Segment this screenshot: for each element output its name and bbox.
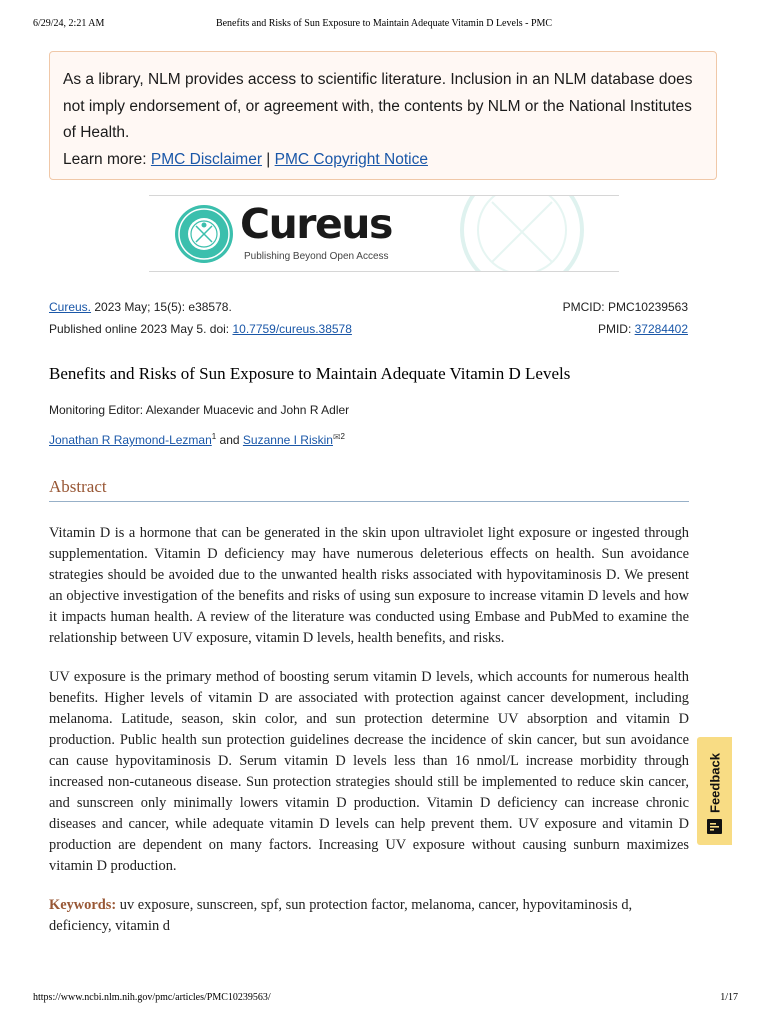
- page-number: 1/17: [720, 992, 738, 1003]
- journal-banner[interactable]: [149, 195, 619, 272]
- nlm-notice-box: [49, 51, 717, 180]
- pmid-label: PMID:: [597, 322, 635, 336]
- pmid-link[interactable]: 37284402: [634, 322, 688, 336]
- keywords-label: Keywords:: [49, 897, 117, 913]
- affiliation-ref[interactable]: 2: [340, 432, 345, 441]
- author-list: [49, 432, 345, 447]
- keywords-list: uv exposure, sunscreen, spf, sun protection factor, melanoma, cancer, hypovitaminosis d, deficiency, vitamin d: [49, 897, 633, 934]
- pmc-disclaimer-link[interactable]: PMC Disclaimer: [150, 150, 262, 168]
- abstract-paragraph: UV exposure is the primary method of boosting serum vitamin D levels, which accounts for numerous health benefits. Higher levels of vitamin D are associated with protection against cancer development, including melanoma. Latitude, season, skin color, and sun protection determine UV absorption and vitamin D production. Public health sun protection guidelines decrease the incidence of skin cancer, but sun avoidance can cause hypovitaminosis D. Serum vitamin D levels less than 16 nmol/L increase morbidity through increased non-cutaneous disease. Sun protection strategies should still be implemented to reduce skin cancer, and sunscreen only minimally lowers vitamin D production. Vitamin D deficiency can increase chronic diseases and cancer, while adequate vitamin D levels can help prevent them. UV exposure and vitamin D production are dependent on many factors. Increasing UV exposure without causing sunburn maximizes vitamin D production.: [49, 669, 689, 874]
- pmcid: PMCID: PMC10239563: [562, 300, 688, 314]
- author-link[interactable]: Suzanne I Riskin: [242, 433, 333, 447]
- doi-link[interactable]: 10.7759/cureus.38578: [232, 322, 352, 336]
- cureus-logo-text: Cureus: [240, 200, 392, 248]
- citation-details: 2023 May; 15(5): e38578.: [91, 300, 232, 314]
- feedback-label: Feedback: [707, 753, 722, 813]
- print-header: [33, 18, 735, 32]
- pmc-copyright-link[interactable]: PMC Copyright Notice: [274, 150, 428, 168]
- citation-line: [49, 300, 232, 314]
- email-icon[interactable]: ✉: [332, 432, 341, 442]
- print-page-title: Benefits and Risks of Sun Exposure to Maintain Adequate Vitamin D Levels - PMC: [215, 18, 553, 29]
- notice-learn-more: [63, 147, 704, 174]
- abstract-paragraph: Vitamin D is a hormone that can be generated in the skin upon ultraviolet light exposure or ingested through supplementation. Vitamin D deficiency may have numerous deleterious effects on health. Sun avoidance strategies should be avoided due to the unwanted health risks associated with hypovitaminosis D. We present an objective investigation of the benefits and risks of using sun exposure to increase vitamin D levels and how it impacts human health. A review of the literature was conducted using Embase and PubMed to examine the relationship between UV exposure, vitamin D levels, health benefits, and risks.: [49, 525, 689, 646]
- feedback-icon: [707, 819, 722, 834]
- cureus-seal-icon: [173, 203, 235, 265]
- banner-seal-watermark-icon: [437, 195, 607, 272]
- monitoring-editor: Monitoring Editor: Alexander Muacevic and John R Adler: [49, 403, 350, 417]
- link-separator: |: [266, 150, 271, 168]
- journal-link[interactable]: Cureus.: [49, 300, 92, 314]
- learn-more-label: Learn more:: [63, 150, 147, 168]
- notice-text: As a library, NLM provides access to scientific literature. Inclusion in an NLM database does not imply endorsement of, or agreement with, the contents by NLM or the National Institutes of Health.: [63, 71, 693, 141]
- cureus-tagline: Publishing Beyond Open Access: [244, 251, 389, 262]
- print-date: 6/29/24, 2:21 AM: [33, 18, 105, 29]
- keywords: [49, 895, 689, 937]
- feedback-button[interactable]: [697, 737, 732, 845]
- author-conjunction: and: [216, 433, 243, 447]
- published-label: Published online 2023 May 5. doi:: [49, 322, 233, 336]
- author-link[interactable]: Jonathan R Raymond-Lezman: [49, 433, 212, 447]
- print-footer: [33, 992, 738, 1006]
- article-title: Benefits and Risks of Sun Exposure to Maintain Adequate Vitamin D Levels: [49, 364, 571, 383]
- published-line: [49, 322, 352, 336]
- abstract-heading: Abstract: [49, 477, 689, 502]
- print-url: https://www.ncbi.nlm.nih.gov/pmc/articles/PMC10239563/: [33, 992, 271, 1003]
- pmid-line: [598, 322, 688, 336]
- affiliation-ref[interactable]: 1: [211, 432, 217, 441]
